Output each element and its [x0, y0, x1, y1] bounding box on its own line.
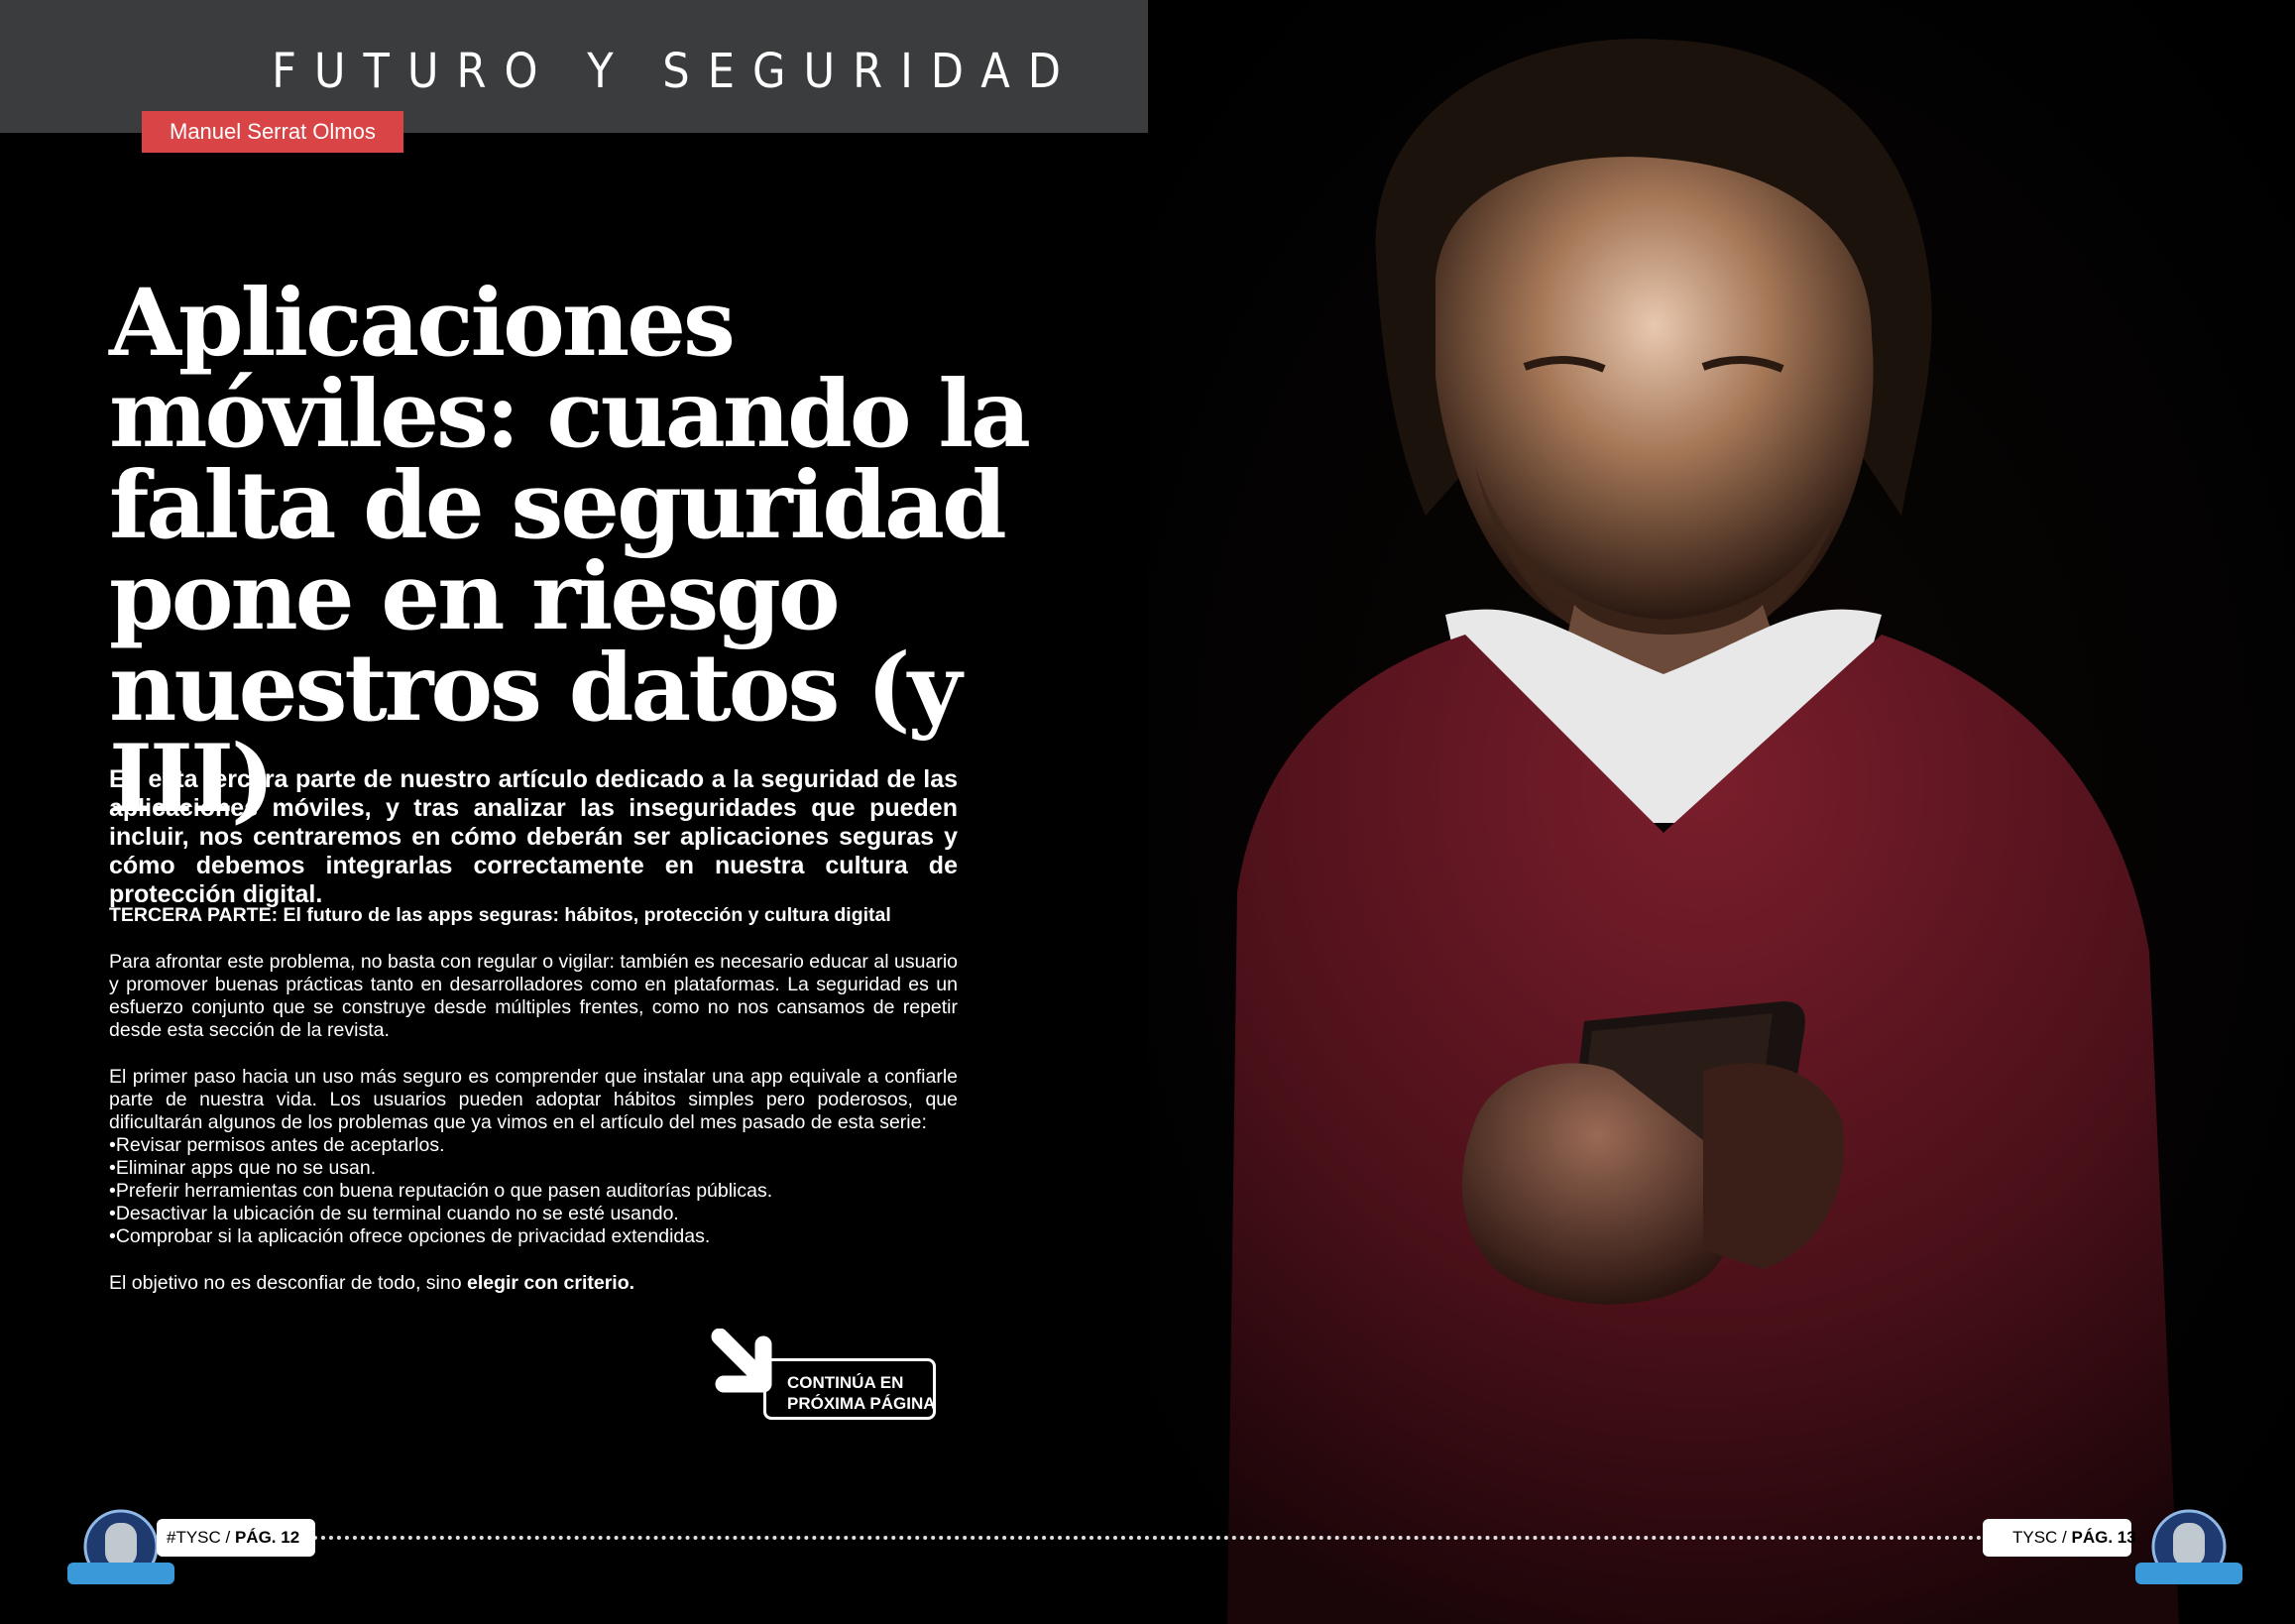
- closing-emphasis: elegir con criterio.: [466, 1272, 635, 1294]
- page-number: PÁG. 12: [234, 1528, 300, 1547]
- radio-microphone-icon: [2129, 1507, 2248, 1596]
- habits-list: [109, 1134, 958, 1248]
- list-item: • Eliminar apps que no se usan.: [109, 1157, 958, 1180]
- article-intro: En esta tercera parte de nuestro artículo dedicado a la seguridad de las aplicaciones móviles, y tras analizar las inseguridades que pueden incluir, nos centraremos en cómo deberán ser aplicaciones seguras y cómo debemos integrarlas correctamente en nuestra cultura de protección digital.: [109, 765, 958, 908]
- continue-line-1: CONTINÚA EN: [787, 1373, 904, 1392]
- page-prefix: TYSC /: [2012, 1528, 2072, 1547]
- article-body: [109, 904, 958, 1295]
- continue-line-2: PRÓXIMA PÁGINA: [787, 1394, 936, 1413]
- body-paragraph-2: El primer paso hacia un uso más seguro es comprender que instalar una app equivale a confiarle parte de nuestra vida. Los usuarios pueden adoptar hábitos simples pero poderosos, que dificultarán algunos de los problemas que ya vimos en el artículo del mes pasado de esta serie:: [109, 1066, 958, 1133]
- closing-text: El objetivo no es desconfiar de todo, sino: [109, 1272, 467, 1294]
- body-paragraph-1: Para afrontar este problema, no basta con regular o vigilar: también es necesario educar al usuario y promover buenas prácticas tanto en desarrolladores como en plataformas. La seguridad es un esfuerzo conjunto que se construye desde múltiples frentes, como no nos cansamos de repetir desde esta sección de la revista.: [109, 951, 958, 1041]
- footer-dotted-line: [297, 1536, 1983, 1540]
- man-with-phone-illustration: [1148, 0, 2295, 1624]
- page-number-right: [1983, 1519, 2136, 1557]
- closing-paragraph: [109, 1272, 958, 1295]
- page-number-left: [157, 1519, 315, 1557]
- list-item: • Comprobar si la aplicación ofrece opciones de privacidad extendidas.: [109, 1225, 958, 1248]
- continue-next-page-link[interactable]: [706, 1329, 944, 1428]
- tysc-logo-badge-right: [2129, 1507, 2248, 1596]
- list-item: • Preferir herramientas con buena reputación o que pasen auditorías públicas.: [109, 1180, 958, 1203]
- section-title: FUTURO Y SEGURIDAD: [272, 44, 1079, 99]
- article-headline: Aplicaciones móviles: cuando la falta de seguridad pone en riesgo nuestros datos (y III): [109, 269, 1028, 834]
- author-badge: Manuel Serrat Olmos: [142, 111, 403, 153]
- page-number: PÁG. 13: [2071, 1528, 2136, 1547]
- article-subhead: TERCERA PARTE: El futuro de las apps seguras: hábitos, protección y cultura digital: [109, 904, 891, 926]
- list-item: • Revisar permisos antes de aceptarlos.: [109, 1134, 958, 1157]
- continue-label: [787, 1372, 936, 1414]
- page-prefix: #TYSC /: [167, 1528, 235, 1547]
- list-item: • Desactivar la ubicación de su terminal cuando no se esté usando.: [109, 1203, 958, 1225]
- article-photo: [1148, 0, 2295, 1624]
